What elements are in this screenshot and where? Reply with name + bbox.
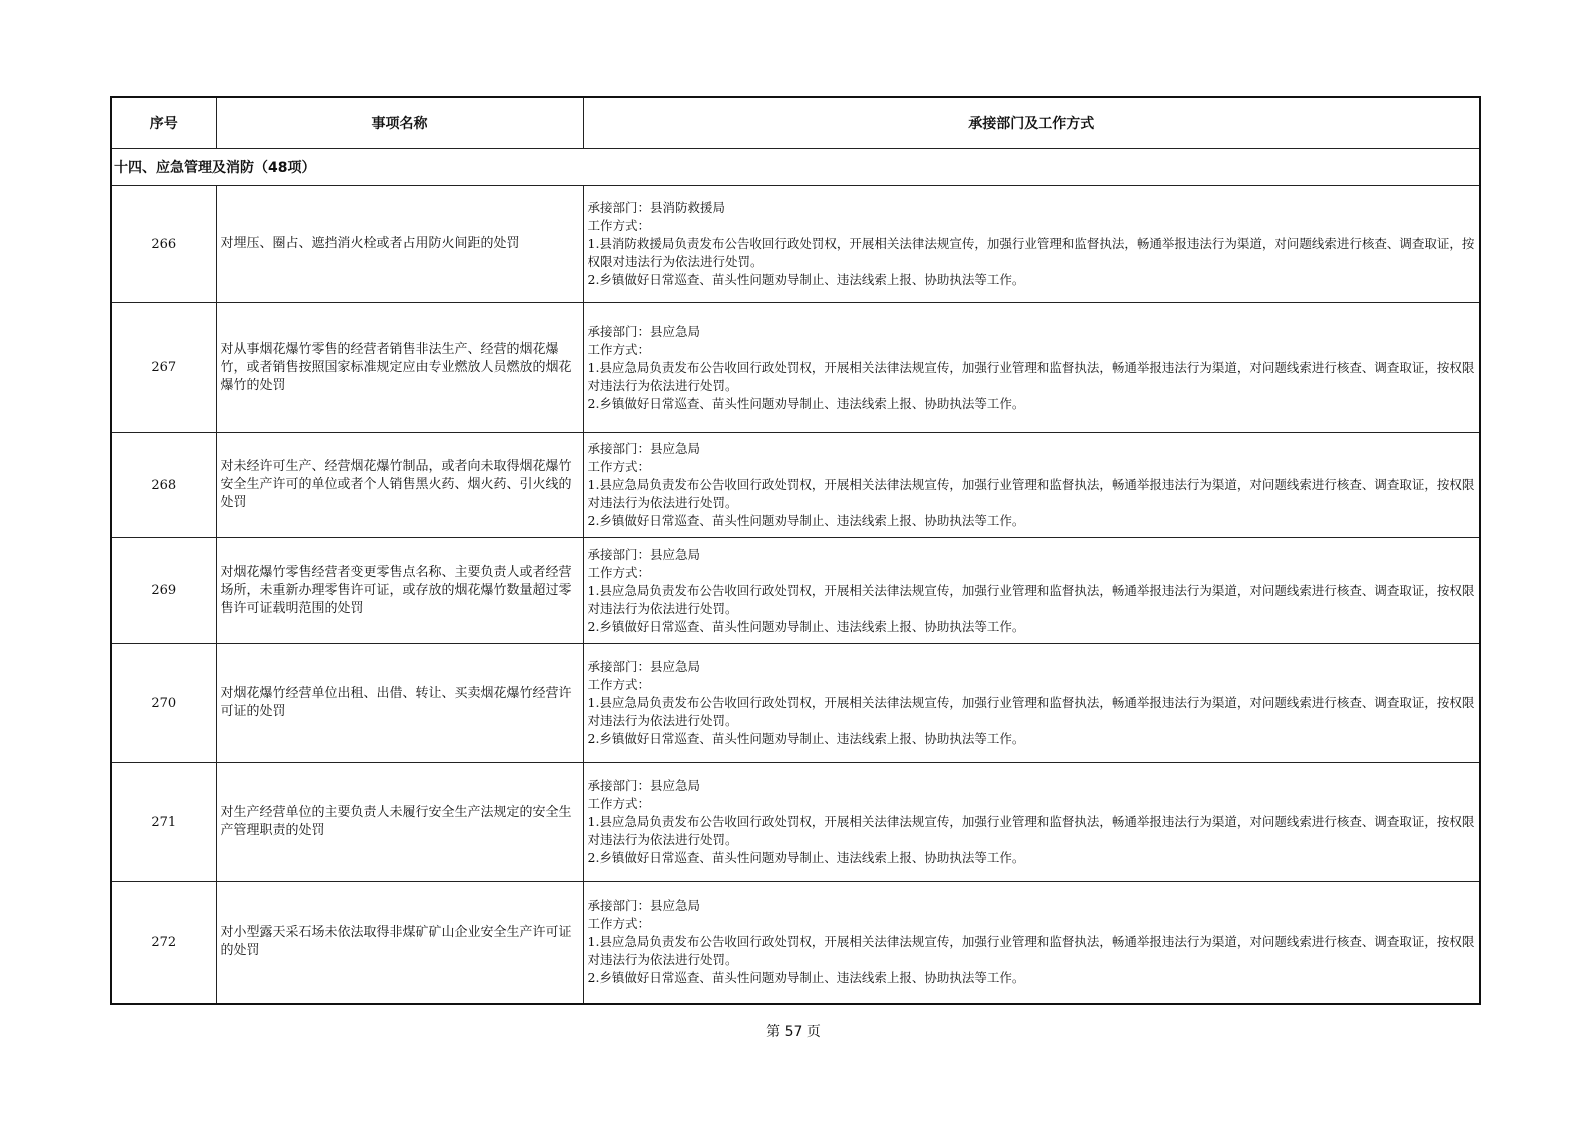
row-step-2: 2.乡镇做好日常巡查、苗头性问题劝导制止、违法线索上报、协助执法等工作。	[587, 850, 1025, 865]
row-dept: 承接部门：县应急局	[587, 778, 701, 793]
row-step-2: 2.乡镇做好日常巡查、苗头性问题劝导制止、违法线索上报、协助执法等工作。	[587, 731, 1025, 746]
row-method-label: 工作方式：	[587, 218, 651, 233]
row-step-1: 1.县应急局负责发布公告收回行政处罚权，开展相关法律法规宣传，加强行业管理和监督执法，畅通举报违法行为渠道，对问题线索进行核查、调查取证，按权限对违法行为依法进行处罚。	[587, 934, 1475, 968]
table-row	[111, 186, 1480, 303]
row-item-name: 对烟花爆竹零售经营者变更零售点名称、主要负责人或者经营场所，未重新办理零售许可证，或存放的烟花爆竹数量超过零售许可证载明范围的处罚	[216, 538, 583, 644]
row-detail	[583, 433, 1480, 538]
row-item-name: 对未经许可生产、经营烟花爆竹制品，或者向未取得烟花爆竹安全生产许可的单位或者个人销售黑火药、烟火药、引火线的处罚	[216, 433, 583, 538]
row-step-1: 1.县应急局负责发布公告收回行政处罚权，开展相关法律法规宣传，加强行业管理和监督执法，畅通举报违法行为渠道，对问题线索进行核查、调查取证，按权限对违法行为依法进行处罚。	[587, 477, 1475, 510]
row-detail	[583, 644, 1480, 763]
row-method-label: 工作方式：	[587, 341, 651, 357]
row-step-1: 1.县应急局负责发布公告收回行政处罚权，开展相关法律法规宣传，加强行业管理和监督执法，畅通举报违法行为渠道，对问题线索进行核查、调查取证，按权限对违法行为依法进行处罚。	[587, 582, 1475, 616]
header-no: 序号	[111, 97, 216, 149]
row-method-label: 工作方式：	[587, 459, 651, 474]
items-table	[110, 96, 1481, 1005]
row-detail	[583, 763, 1480, 882]
row-detail	[583, 186, 1480, 303]
row-dept: 承接部门：县应急局	[587, 546, 701, 562]
section-row	[111, 149, 1480, 186]
table-row	[111, 882, 1480, 1004]
row-number: 267	[111, 303, 216, 433]
row-item-name: 对从事烟花爆竹零售的经营者销售非法生产、经营的烟花爆竹，或者销售按照国家标准规定应由专业燃放人员燃放的烟花爆竹的处罚	[216, 303, 583, 433]
row-detail	[583, 538, 1480, 644]
row-number: 271	[111, 763, 216, 882]
row-step-2: 2.乡镇做好日常巡查、苗头性问题劝导制止、违法线索上报、协助执法等工作。	[587, 513, 1025, 528]
row-item-name: 对烟花爆竹经营单位出租、出借、转让、买卖烟花爆竹经营许可证的处罚	[216, 644, 583, 763]
row-detail	[583, 882, 1480, 1004]
table-row	[111, 433, 1480, 538]
row-number: 270	[111, 644, 216, 763]
row-number: 269	[111, 538, 216, 644]
section-title: 十四、应急管理及消防（48项）	[111, 149, 1480, 186]
table-row	[111, 763, 1480, 882]
row-method-label: 工作方式：	[587, 916, 651, 932]
row-dept: 承接部门：县应急局	[587, 898, 701, 914]
row-detail	[583, 303, 1480, 433]
row-step-1: 1.县应急局负责发布公告收回行政处罚权，开展相关法律法规宣传，加强行业管理和监督执法，畅通举报违法行为渠道，对问题线索进行核查、调查取证，按权限对违法行为依法进行处罚。	[587, 695, 1475, 728]
table-row	[111, 303, 1480, 433]
row-step-2: 2.乡镇做好日常巡查、苗头性问题劝导制止、违法线索上报、协助执法等工作。	[587, 970, 1025, 986]
row-step-2: 2.乡镇做好日常巡查、苗头性问题劝导制止、违法线索上报、协助执法等工作。	[587, 272, 1025, 287]
header-name: 事项名称	[216, 97, 583, 149]
row-dept: 承接部门：县应急局	[587, 441, 701, 456]
row-dept: 承接部门：县消防救援局	[587, 200, 726, 215]
row-method-label: 工作方式：	[587, 564, 651, 580]
row-step-1: 1.县消防救援局负责发布公告收回行政处罚权，开展相关法律法规宣传，加强行业管理和监督执法，畅通举报违法行为渠道，对问题线索进行核查、调查取证，按权限对违法行为依法进行处罚。	[587, 236, 1475, 269]
row-dept: 承接部门：县应急局	[587, 323, 701, 339]
page-number: 第 57 页	[766, 1024, 821, 1040]
row-dept: 承接部门：县应急局	[587, 659, 701, 674]
row-item-name: 对埋压、圈占、遮挡消火栓或者占用防火间距的处罚	[216, 186, 583, 303]
row-method-label: 工作方式：	[587, 796, 651, 811]
row-step-2: 2.乡镇做好日常巡查、苗头性问题劝导制止、违法线索上报、协助执法等工作。	[587, 395, 1025, 411]
row-number: 272	[111, 882, 216, 1004]
table-row	[111, 644, 1480, 763]
row-step-1: 1.县应急局负责发布公告收回行政处罚权，开展相关法律法规宣传，加强行业管理和监督执法，畅通举报违法行为渠道，对问题线索进行核查、调查取证，按权限对违法行为依法进行处罚。	[587, 814, 1475, 847]
header-row	[111, 97, 1480, 149]
row-step-1: 1.县应急局负责发布公告收回行政处罚权，开展相关法律法规宣传，加强行业管理和监督执法，畅通举报违法行为渠道，对问题线索进行核查、调查取证，按权限对违法行为依法进行处罚。	[587, 359, 1475, 393]
row-method-label: 工作方式：	[587, 677, 651, 692]
row-number: 266	[111, 186, 216, 303]
row-number: 268	[111, 433, 216, 538]
row-step-2: 2.乡镇做好日常巡查、苗头性问题劝导制止、违法线索上报、协助执法等工作。	[587, 618, 1025, 634]
header-dept: 承接部门及工作方式	[583, 97, 1480, 149]
table-row	[111, 538, 1480, 644]
row-item-name: 对小型露天采石场未依法取得非煤矿矿山企业安全生产许可证的处罚	[216, 882, 583, 1004]
row-item-name: 对生产经营单位的主要负责人未履行安全生产法规定的安全生产管理职责的处罚	[216, 763, 583, 882]
